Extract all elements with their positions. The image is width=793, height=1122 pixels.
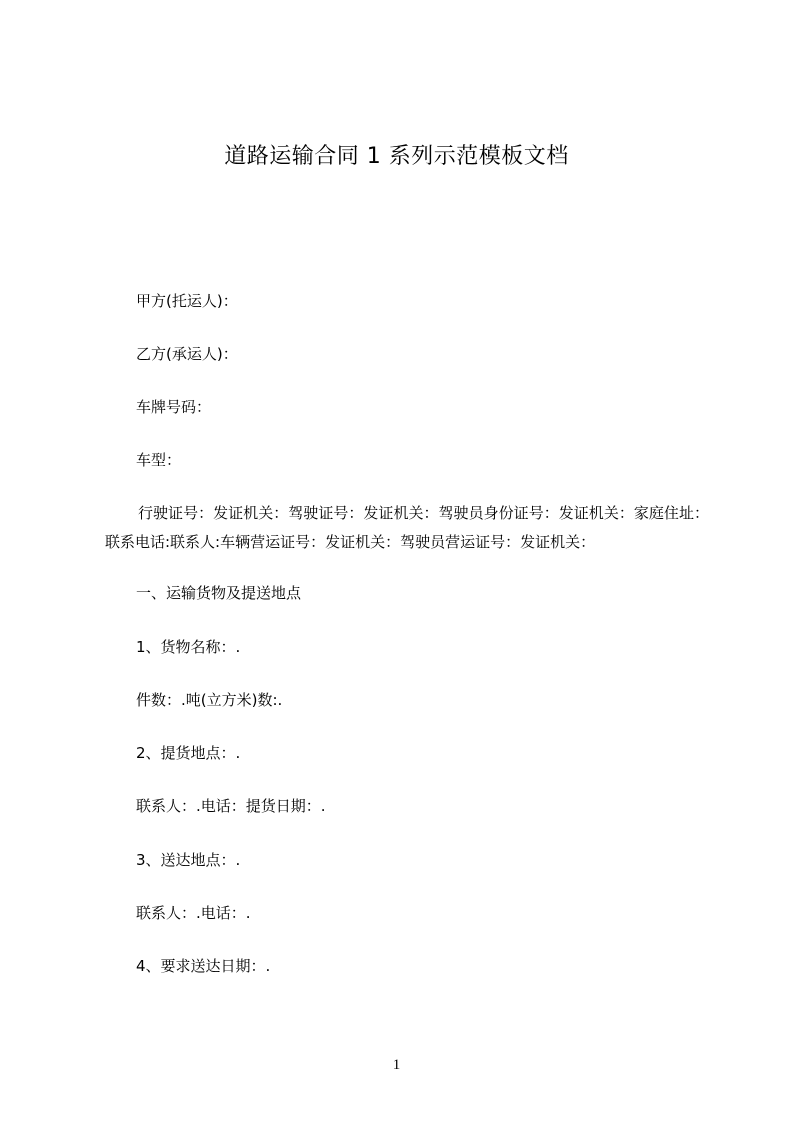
- delivery-date-item: 4、要求送达日期：.: [136, 957, 271, 975]
- document-title: 道路运输合同 1 系列示范模板文档: [224, 144, 569, 169]
- license-paragraph: 行驶证号：发证机关：驾驶证号：发证机关：驾驶员身份证号：发证机关：家庭住址：联系电话:联系人:车辆营运证号：发证机关：驾驶员营运证号：发证机关：: [105, 504, 709, 551]
- plate-number-field: 车牌号码：: [136, 398, 212, 416]
- goods-name-item: 1、货物名称：.: [136, 638, 241, 656]
- party-a-field: 甲方(托运人)：: [136, 292, 238, 310]
- vehicle-type-field: 车型：: [136, 451, 182, 469]
- pickup-contact-line: 联系人：.电话：提货日期：.: [136, 797, 326, 815]
- goods-quantity-line: 件数：.吨(立方米)数:.: [136, 691, 283, 709]
- delivery-contact-line: 联系人：.电话：.: [136, 904, 251, 922]
- page-number: 1: [392, 1057, 401, 1073]
- section-heading-transport-goods: 一、运输货物及提送地点: [136, 584, 302, 602]
- party-b-field: 乙方(承运人)：: [136, 345, 238, 363]
- pickup-location-item: 2、提货地点：.: [136, 744, 241, 762]
- delivery-location-item: 3、送达地点：.: [136, 851, 241, 869]
